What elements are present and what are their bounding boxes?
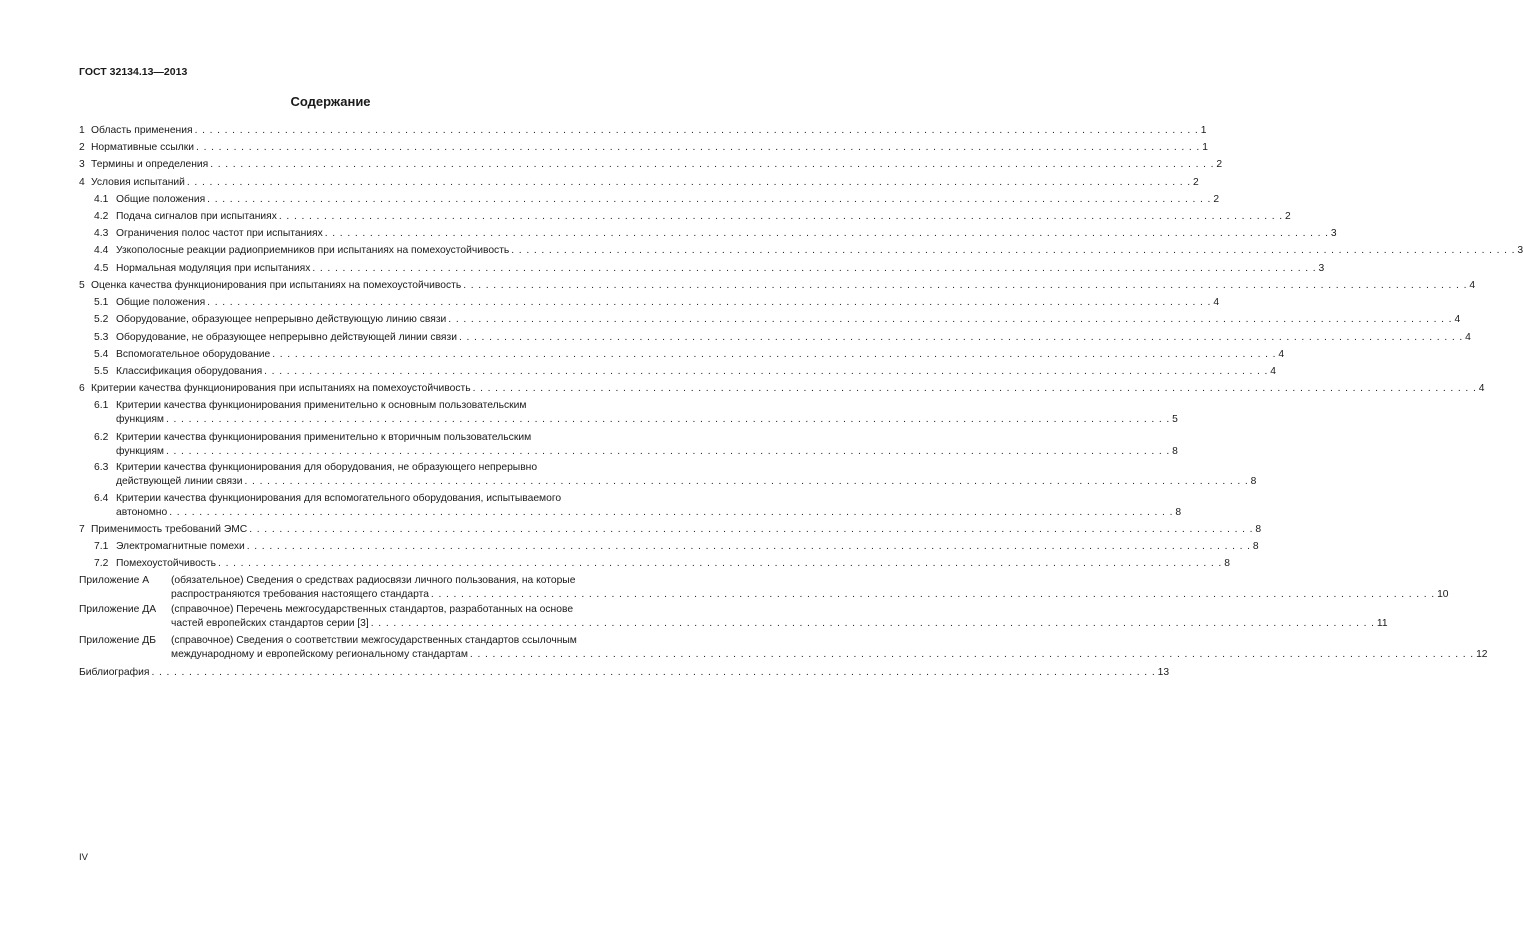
- dot-leader: [249, 523, 1253, 536]
- toc-number: 3: [79, 159, 85, 170]
- toc-number: 5.5: [94, 366, 109, 377]
- toc-title-continued: функциям: [116, 446, 165, 457]
- toc-title: Вспомогательное оборудование: [116, 349, 271, 360]
- toc-page: 8: [1175, 507, 1182, 518]
- toc-page: 2: [1216, 159, 1223, 170]
- dot-leader: [247, 540, 1251, 553]
- toc-title: Нормативные ссылки: [91, 142, 195, 153]
- dot-leader: [166, 445, 1170, 458]
- toc-number: 5.4: [94, 349, 109, 360]
- toc-title: Оборудование, не образующее непрерывно действующей линии связи: [116, 332, 457, 343]
- dot-leader: [195, 124, 1199, 137]
- toc-number: 4.1: [94, 194, 109, 205]
- toc-number: 5: [79, 280, 85, 291]
- toc-page: 3: [1517, 245, 1523, 256]
- toc-number: 6.2: [94, 432, 109, 443]
- toc-entry-7-2[interactable]: [94, 557, 1230, 570]
- toc-entry-4-3[interactable]: [94, 227, 1337, 240]
- toc-title: Нормальная модуляция при испытаниях: [116, 263, 311, 274]
- toc-page: 1: [1202, 142, 1208, 153]
- dot-leader: [463, 279, 1467, 292]
- toc-entry-4-5[interactable]: [94, 262, 1325, 275]
- toc-number: 4.4: [94, 245, 109, 256]
- toc-number: 5.1: [94, 297, 109, 308]
- toc-number: 5.2: [94, 314, 109, 325]
- document-header: ГОСТ 32134.13—2013: [79, 66, 188, 78]
- dot-leader: [169, 506, 1173, 519]
- toc-entry-6-2-line2[interactable]: [116, 445, 1178, 458]
- toc-title: Электромагнитные помехи: [116, 541, 245, 552]
- dot-leader: [166, 413, 1170, 426]
- toc-number: 6.3: [94, 462, 109, 473]
- toc-number: 4: [79, 177, 85, 188]
- toc-title-continued: автономно: [116, 507, 168, 518]
- toc-bibliography[interactable]: [79, 666, 1170, 679]
- dot-leader: [151, 666, 1155, 679]
- toc-title-continued: частей европейских стандартов серии [3]: [171, 618, 369, 629]
- toc-title: Применимость требований ЭМС: [91, 524, 248, 535]
- toc-page: 13: [1157, 667, 1170, 678]
- toc-page: 4: [1465, 332, 1471, 343]
- toc-entry-5-1[interactable]: [94, 296, 1220, 309]
- toc-number: 4.3: [94, 228, 109, 239]
- toc-title: Оценка качества функционирования при испытаниях на помехоустойчивость: [91, 280, 462, 291]
- toc-title-continued: функциям: [116, 414, 165, 425]
- toc-page: 3: [1330, 228, 1337, 239]
- toc-entry-5-4[interactable]: [94, 348, 1285, 361]
- toc-title: Библиография: [79, 667, 150, 678]
- toc-number: 1: [79, 125, 85, 136]
- toc-page: 2: [1193, 177, 1199, 188]
- toc-title: Критерии качества функционирования при испытаниях на помехоустойчивость: [91, 383, 471, 394]
- toc-entry-4[interactable]: [79, 176, 1199, 189]
- dot-leader: [245, 475, 1249, 488]
- dot-leader: [187, 176, 1191, 189]
- toc-entry-6[interactable]: [79, 382, 1485, 395]
- toc-page: 4: [1469, 280, 1476, 291]
- dot-leader: [218, 557, 1222, 570]
- toc-title: Помехоустойчивость: [116, 558, 217, 569]
- toc-title-continued: международному и европейскому региональному стандартам: [171, 649, 468, 660]
- toc-page: 10: [1437, 589, 1449, 600]
- toc-title: Критерии качества функционирования применительно к основным пользовательским: [116, 400, 527, 411]
- toc-number: 7: [79, 524, 85, 535]
- toc-entry-5-3[interactable]: [94, 331, 1471, 344]
- toc-number: 4.2: [94, 211, 109, 222]
- toc-title: Ограничения полос частот при испытаниях: [116, 228, 323, 239]
- toc-page: 12: [1476, 649, 1488, 660]
- toc-title: Подача сигналов при испытаниях: [116, 211, 277, 222]
- toc-appendix-a-line2[interactable]: [171, 588, 1449, 601]
- page-title: Содержание: [290, 94, 371, 109]
- toc-appendix-db-line1[interactable]: [79, 634, 577, 647]
- toc-title: (справочное) Перечень межгосударственных стандартов, разработанных на основе: [171, 604, 574, 615]
- dot-leader: [448, 313, 1452, 326]
- dot-leader: [371, 617, 1375, 630]
- toc-title: Общие положения: [116, 297, 206, 308]
- toc-number: 4.5: [94, 263, 109, 274]
- toc-title: Критерии качества функционирования для оборудования, не образующего непрерывно: [116, 462, 538, 473]
- toc-entry-6-4-line2[interactable]: [116, 506, 1182, 519]
- dot-leader: [459, 331, 1463, 344]
- dot-leader: [272, 348, 1276, 361]
- toc-entry-7-1[interactable]: [94, 540, 1259, 553]
- toc-title: Критерии качества функционирования для вспомогательного оборудования, испытываемого: [116, 493, 562, 504]
- toc-page: 8: [1172, 446, 1178, 457]
- toc-page: 4: [1478, 383, 1485, 394]
- toc-page: 3: [1318, 263, 1325, 274]
- toc-number: 6: [79, 383, 85, 394]
- toc-appendix-a-line1[interactable]: [79, 574, 575, 587]
- toc-title-continued: распространяются требования настоящего стандарта: [171, 589, 429, 600]
- appendix-label: Приложение А: [79, 575, 150, 586]
- toc-entry-1[interactable]: [79, 124, 1207, 137]
- toc-title: Узкополосные реакции радиоприемников при испытаниях на помехоустойчивость: [116, 245, 510, 256]
- appendix-label: Приложение ДА: [79, 604, 157, 615]
- dot-leader: [511, 244, 1515, 257]
- toc-entry-6-4-line1[interactable]: [94, 492, 561, 505]
- toc-title: Классификация оборудования: [116, 366, 263, 377]
- page-number: IV: [79, 852, 88, 863]
- toc-page: 5: [1172, 414, 1178, 425]
- toc-entry-7[interactable]: [79, 523, 1262, 536]
- toc-title: Область применения: [91, 125, 193, 136]
- toc-page: 8: [1250, 476, 1257, 487]
- dot-leader: [470, 648, 1474, 661]
- toc-entry-6-3-line1[interactable]: [94, 461, 537, 474]
- toc-page: 8: [1224, 558, 1230, 569]
- toc-title: Общие положения: [116, 194, 206, 205]
- toc-page: 11: [1376, 618, 1388, 629]
- toc-page: 8: [1252, 541, 1259, 552]
- dot-leader: [473, 382, 1477, 395]
- toc-entry-6-3-line2[interactable]: [116, 475, 1257, 488]
- dot-leader: [210, 158, 1214, 171]
- toc-number: 6.1: [94, 400, 109, 411]
- toc-entry-6-1-line1[interactable]: [94, 399, 527, 412]
- toc-page: 1: [1200, 125, 1207, 136]
- toc-title: Условия испытаний: [91, 177, 185, 188]
- toc-entry-6-1-line2[interactable]: [116, 413, 1178, 426]
- toc-appendix-db-line2[interactable]: [171, 648, 1488, 661]
- toc-entry-5-5[interactable]: [94, 365, 1277, 378]
- toc-title: Критерии качества функционирования применительно к вторичным пользовательским: [116, 432, 532, 443]
- toc-entry-3[interactable]: [79, 158, 1223, 171]
- toc-page: 4: [1270, 366, 1277, 377]
- toc-title: (справочное) Сведения о соответствии межгосударственных стандартов ссылочным: [171, 635, 577, 646]
- dot-leader: [207, 296, 1211, 309]
- toc-number: 7.2: [94, 558, 109, 569]
- dot-leader: [431, 588, 1435, 601]
- toc-number: 5.3: [94, 332, 109, 343]
- toc-number: 6.4: [94, 493, 109, 504]
- dot-leader: [196, 141, 1200, 154]
- toc-page: 2: [1285, 211, 1291, 222]
- toc-entry-5-2[interactable]: [94, 313, 1461, 326]
- dot-leader: [312, 262, 1316, 275]
- toc-title: (обязательное) Сведения о средствах радиосвязи личного пользования, на которые: [171, 575, 576, 586]
- toc-page: 4: [1454, 314, 1461, 325]
- toc-appendix-da-line2[interactable]: [171, 617, 1388, 630]
- toc-page: 2: [1213, 194, 1220, 205]
- toc-entry-5[interactable]: [79, 279, 1476, 292]
- toc-entry-4-1[interactable]: [94, 193, 1220, 206]
- toc-page: 8: [1255, 524, 1262, 535]
- dot-leader: [264, 365, 1268, 378]
- toc-entry-6-2-line1[interactable]: [94, 431, 531, 444]
- toc-entry-2[interactable]: [79, 141, 1208, 154]
- toc-page: 4: [1278, 349, 1285, 360]
- toc-entry-4-2[interactable]: [94, 210, 1291, 223]
- dot-leader: [279, 210, 1283, 223]
- toc-page: 4: [1213, 297, 1220, 308]
- toc-number: 2: [79, 142, 85, 153]
- toc-entry-4-4[interactable]: [94, 244, 1523, 257]
- toc-title: Оборудование, образующее непрерывно действующую линию связи: [116, 314, 447, 325]
- toc-title-continued: действующей линии связи: [116, 476, 243, 487]
- toc-appendix-da-line1[interactable]: [79, 603, 573, 616]
- toc-number: 7.1: [94, 541, 109, 552]
- dot-leader: [207, 193, 1211, 206]
- toc-title: Термины и определения: [91, 159, 209, 170]
- appendix-label: Приложение ДБ: [79, 635, 156, 646]
- dot-leader: [325, 227, 1329, 240]
